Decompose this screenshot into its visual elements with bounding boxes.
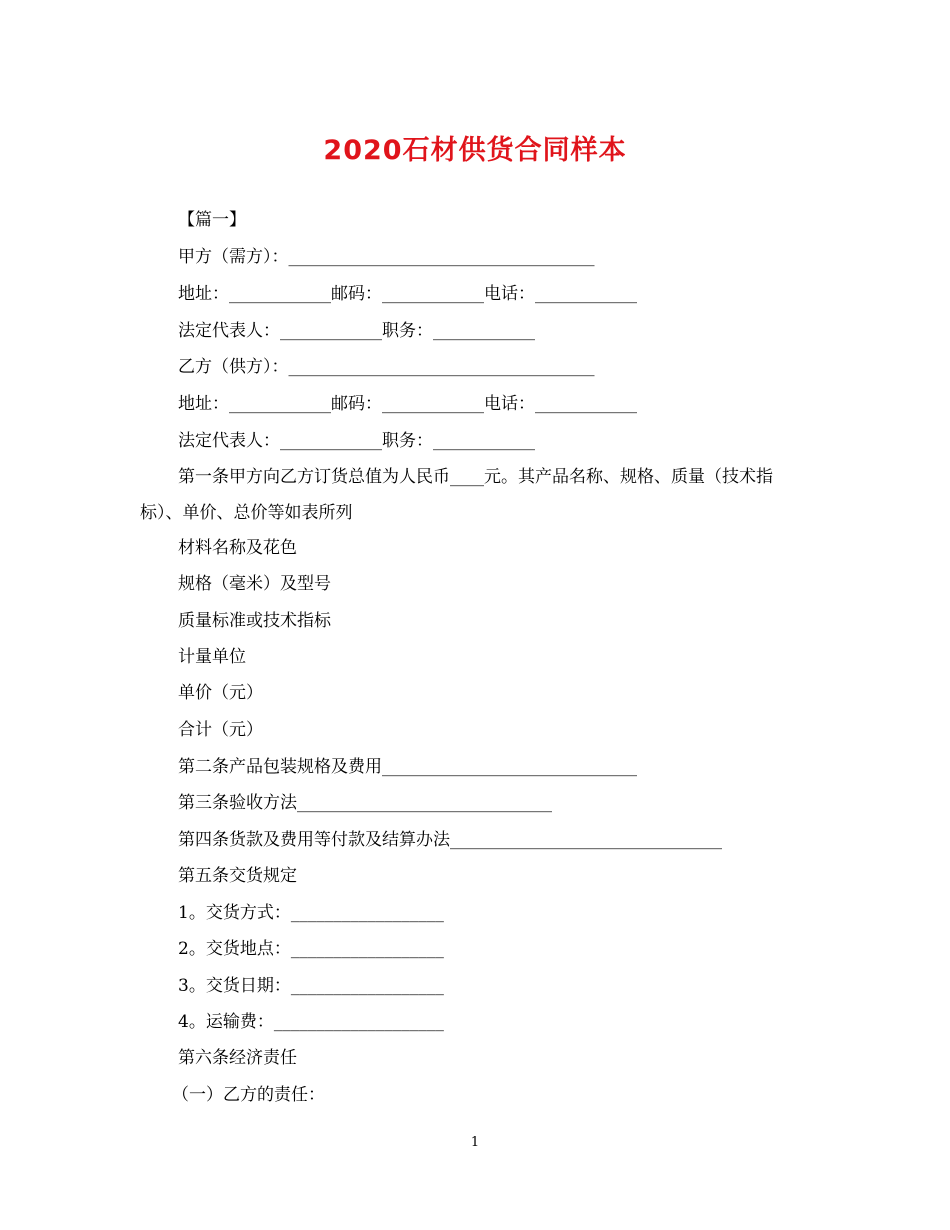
document-title: 2020石材供货合同样本 bbox=[323, 135, 627, 166]
party-a-address-line: 地址：____________邮码：____________电话：____________ bbox=[178, 284, 637, 304]
item-quality-standard: 质量标准或技术指标 bbox=[178, 611, 331, 631]
delivery-place-line: 2。交货地点：__________________ bbox=[178, 939, 444, 959]
article-2-line: 第二条产品包装规格及费用______________________________ bbox=[178, 757, 637, 777]
party-a-representative-line: 法定代表人：____________职务：____________ bbox=[178, 321, 535, 341]
article-5-heading: 第五条交货规定 bbox=[178, 866, 297, 886]
item-unit: 计量单位 bbox=[178, 647, 246, 667]
article-3-line: 第三条验收方法______________________________ bbox=[178, 793, 552, 813]
delivery-date-line: 3。交货日期：__________________ bbox=[178, 976, 444, 996]
article-6-heading: 第六条经济责任 bbox=[178, 1048, 297, 1068]
page-number: 1 bbox=[470, 1135, 480, 1150]
section-heading: 【篇一】 bbox=[178, 210, 246, 230]
transport-fee-line: 4。运输费：____________________ bbox=[178, 1012, 444, 1032]
item-specification: 规格（毫米）及型号 bbox=[178, 574, 331, 594]
article-1-paragraph: 第一条甲方向乙方订货总值为人民币____元。其产品名称、规格、质量（技术指标）、单价、总价等如表所列 bbox=[140, 467, 773, 523]
item-total: 合计（元） bbox=[178, 720, 263, 740]
party-b-responsibility-heading: （一）乙方的责任： bbox=[172, 1085, 325, 1105]
article-4-line: 第四条货款及费用等付款及结算办法________________________________ bbox=[178, 830, 722, 850]
party-b-line: 乙方（供方）：____________________________________ bbox=[178, 357, 595, 377]
party-b-address-line: 地址：____________邮码：____________电话：____________ bbox=[178, 394, 637, 414]
item-material-name: 材料名称及花色 bbox=[178, 538, 297, 558]
party-a-line: 甲方（需方）：____________________________________ bbox=[178, 247, 595, 267]
party-b-representative-line: 法定代表人：____________职务：____________ bbox=[178, 431, 535, 451]
item-unit-price: 单价（元） bbox=[178, 683, 263, 703]
delivery-method-line: 1。交货方式：__________________ bbox=[178, 903, 444, 923]
